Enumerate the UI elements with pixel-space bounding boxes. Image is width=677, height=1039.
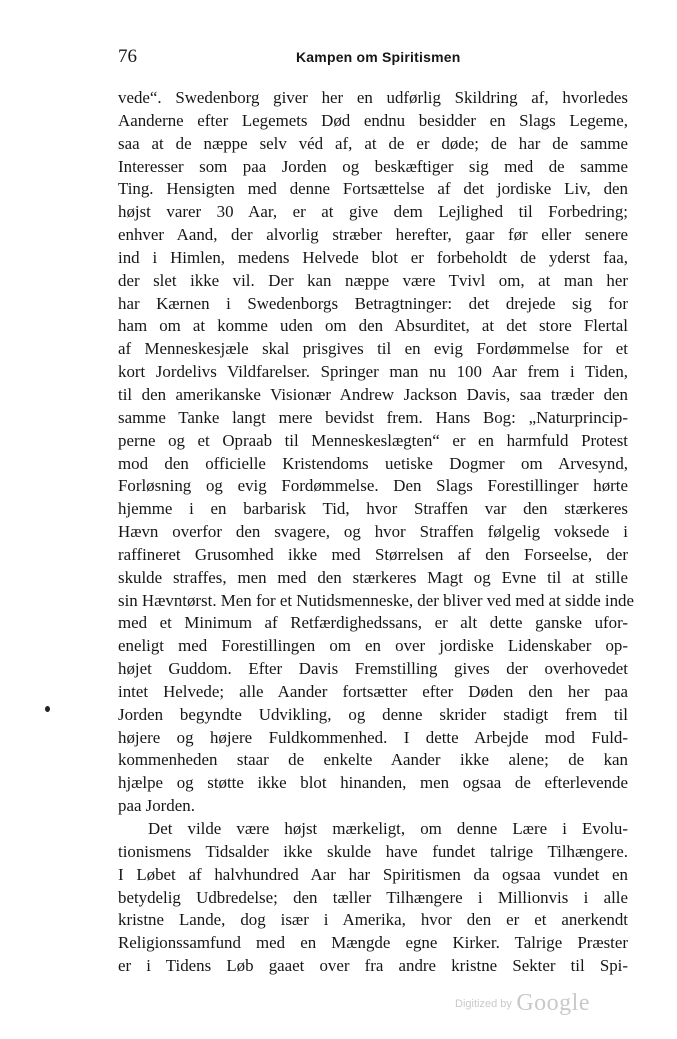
page-number: 76	[118, 46, 137, 67]
text-line: tionismens Tidsalder ikke skulde have fundet talrige Tilhængere.	[118, 841, 628, 861]
watermark-prefix: Digitized by	[455, 998, 512, 1010]
text-line: mod den officielle Kristendoms uetiske Dogmer om Arvesynd,	[118, 453, 628, 473]
text-line: Jorden begyndte Udvikling, og denne skrider stadigt frem til	[118, 704, 628, 724]
text-line: Ting. Hensigten med denne Fortsættelse af det jordiske Liv, den	[118, 179, 628, 199]
text-line: samme Tanke langt mere bevidst frem. Hans Bog: „Naturprincip-	[118, 407, 628, 427]
google-watermark	[455, 990, 590, 1017]
text-line: saa at de næppe selv véd af, at de er døde; de har de samme	[118, 133, 628, 153]
text-line: I Løbet af halvhundred Aar har Spiritismen da ogsaa vundet en	[118, 864, 628, 884]
text-line: højst varer 30 Aar, er at give dem Lejlighed til Forbedring;	[118, 202, 628, 222]
text-line: Religionssamfund med en Mængde egne Kirker. Talrige Præster	[118, 933, 628, 953]
text-line: af Menneskesjæle skal prisgives til en evig Fordømmelse for et	[118, 339, 628, 359]
body-text	[118, 87, 634, 978]
text-line: Aanderne efter Legemets Død endnu besidder en Slags Legeme,	[118, 110, 628, 130]
text-line: vede“. Swedenborg giver her en udførlig Skildring af, hvorledes	[118, 88, 628, 107]
text-line: ham om at komme uden om den Absurditet, at det store Flertal	[118, 316, 628, 336]
text-line: perne og et Opraab til Menneskeslægten“ er en harmfuld Protest	[118, 430, 628, 450]
text-line: hjemme i en barbarisk Tid, hvor Straffen var den stærkeres	[118, 499, 628, 519]
text-line: intet Helvede; alle Aander fortsætter efter Døden den her paa	[118, 681, 628, 701]
text-line: kommenheden staar de enkelte Aander ikke alene; de kan	[118, 750, 628, 770]
margin-dot-mark	[45, 706, 50, 712]
text-line: Forløsning og evig Fordømmelse. Den Slags Forestillinger hørte	[118, 476, 628, 496]
text-line: kristne Lande, dog især i Amerika, hvor den er et anerkendt	[118, 910, 628, 930]
text-line: Interesser som paa Jorden og beskæftiger sig med de samme	[118, 156, 628, 176]
text-line: paa Jorden.	[118, 796, 195, 816]
text-line: eneligt med Forestillingen om en over jordiske Lidenskaber op-	[118, 636, 628, 656]
google-logo-text: Google	[516, 990, 590, 1016]
text-line: med et Minimum af Retfærdighedssans, er alt dette ganske ufor-	[118, 613, 628, 633]
running-title: Kampen om Spiritismen	[296, 49, 461, 65]
text-line: Hævn overfor den svagere, og hvor Straffen følgelig voksede i	[118, 522, 628, 542]
text-line: Det vilde være højst mærkeligt, om denne Lære i Evolu-	[148, 819, 628, 838]
text-line: er i Tidens Løb gaaet over fra andre kristne Sekter til Spi-	[118, 956, 628, 976]
text-line: betydelig Udbredelse; den tæller Tilhængere i Millionvis i alle	[118, 887, 628, 907]
text-line: højere og højere Fuldkommenhed. I dette Arbejde mod Fuld-	[118, 727, 628, 747]
text-line: skulde straffes, men med den stærkeres Magt og Evne til at stille	[118, 567, 628, 587]
text-line: har Kærnen i Swedenborgs Betragtninger: det drejede sig for	[118, 293, 628, 313]
text-line: hjælpe og støtte ikke blot hinanden, men ogsaa de efterlevende	[118, 773, 628, 793]
text-line: kort Jordelivs Vildfarelser. Springer man nu 100 Aar frem i Tiden,	[118, 362, 628, 382]
text-line: højet Guddom. Efter Davis Fremstilling gives der overhovedet	[118, 659, 628, 679]
text-line: til den amerikanske Visionær Andrew Jackson Davis, saa træder den	[118, 384, 628, 404]
text-line: raffineret Grusomhed ikke med Størrelsen af den Forseelse, der	[118, 544, 628, 564]
text-line: sin Hævntørst. Men for et Nutidsmenneske, der bliver ved med at sidde inde	[118, 590, 634, 610]
text-line: ind i Himlen, medens Helvede blot er forbeholdt de yderst faa,	[118, 247, 628, 267]
text-line: enhver Aand, der alvorlig stræber herefter, gaar før eller senere	[118, 225, 628, 245]
text-line: der slet ikke vil. Der kan næppe være Tvivl om, at man her	[118, 270, 628, 290]
